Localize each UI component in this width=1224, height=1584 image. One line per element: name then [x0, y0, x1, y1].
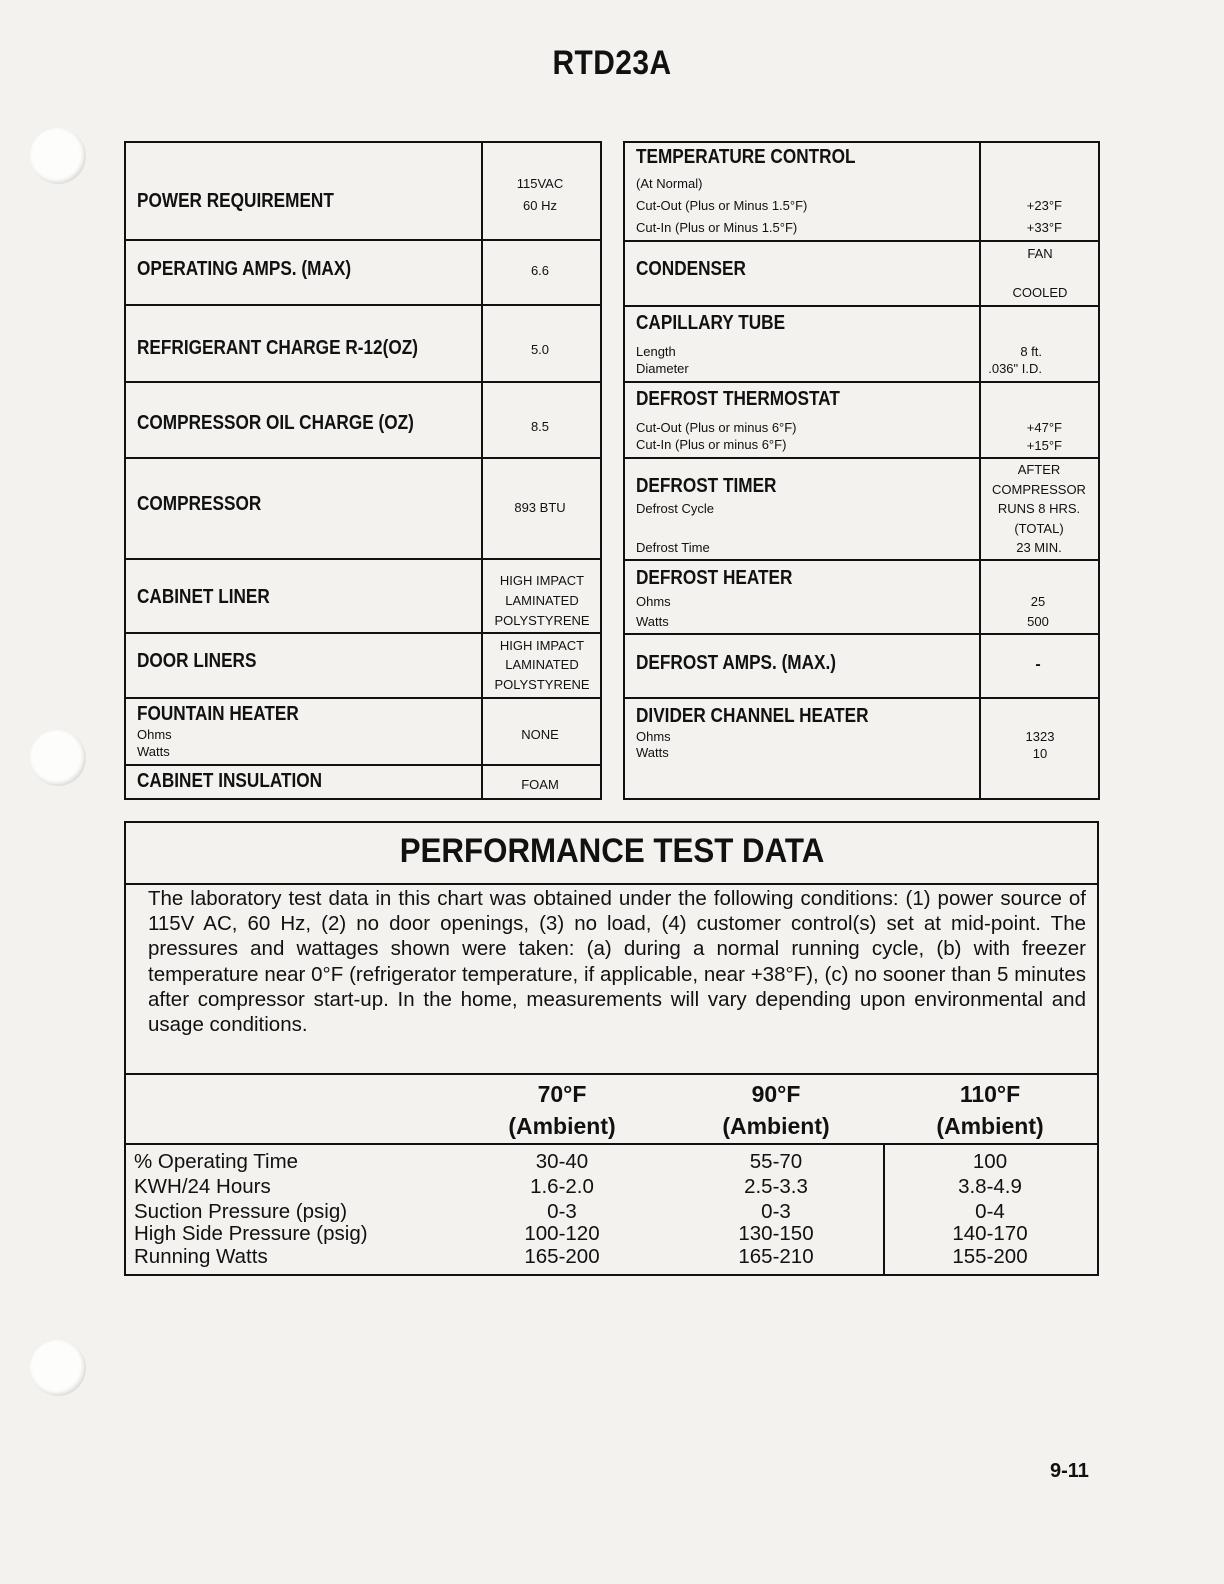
defrost-timer-value-line4: (TOTAL) [1014, 521, 1064, 536]
temperature-control-cutin-value: +33°F [1026, 220, 1062, 235]
power-requirement-label: POWER REQUIREMENT [137, 190, 334, 212]
compressor-oil-charge-value: 8.5 [530, 419, 550, 434]
binder-hole [30, 1340, 86, 1396]
fountain-heater-label: FOUNTAIN HEATER [137, 703, 299, 725]
compressor-value: 893 BTU [514, 500, 566, 515]
capillary-tube-diameter-value: .036" I.D. [988, 361, 1042, 376]
defrost-thermostat-cutin-value: +15°F [1026, 438, 1062, 453]
door-liners-label: DOOR LINERS [137, 650, 257, 672]
divider-channel-heater-ohms-label: Ohms [636, 729, 671, 744]
table-cell: 130-150 [738, 1222, 814, 1245]
capillary-tube-length-label: Length [636, 344, 676, 359]
cabinet-liner-value-line1: HIGH IMPACT [499, 573, 585, 588]
refrigerant-charge-label: REFRIGERANT CHARGE R-12(OZ) [137, 337, 418, 359]
row-label-kwh: KWH/24 Hours [134, 1175, 271, 1198]
temperature-control-cutin-label: Cut-In (Plus or Minus 1.5°F) [636, 220, 798, 235]
defrost-thermostat-cutin-label: Cut-In (Plus or minus 6°F) [636, 437, 787, 452]
operating-amps-value: 6.6 [530, 263, 550, 278]
table-cell: 1.6-2.0 [530, 1175, 594, 1198]
defrost-heater-watts-label: Watts [636, 614, 669, 629]
divider-channel-heater-ohms-value: 1323 [1025, 729, 1055, 744]
cabinet-liner-value-line3: POLYSTYRENE [494, 613, 590, 628]
defrost-timer-value-line5: 23 MIN. [1016, 540, 1062, 555]
defrost-timer-time-label: Defrost Time [636, 540, 710, 555]
table-cell: 100-120 [524, 1222, 600, 1245]
table-cell: 0-4 [975, 1200, 1005, 1223]
column-header-70f [492, 1078, 632, 1142]
table-cell: 2.5-3.3 [744, 1175, 808, 1198]
defrost-timer-label: DEFROST TIMER [636, 475, 777, 497]
column-header-90f-temp: 90°F [751, 1081, 801, 1107]
door-liners-value-line2: LAMINATED [505, 657, 579, 672]
column-header-110f [920, 1078, 1060, 1142]
table-cell: 100 [972, 1150, 1008, 1173]
defrost-amps-value: - [1035, 656, 1041, 673]
defrost-heater-ohms-value: 25 [1030, 594, 1046, 609]
column-header-90f [706, 1078, 846, 1142]
cabinet-liner-value-line2: LAMINATED [505, 593, 579, 608]
table-cell: 55-70 [749, 1150, 803, 1173]
defrost-thermostat-cutout-label: Cut-Out (Plus or minus 6°F) [636, 420, 797, 435]
compressor-label: COMPRESSOR [137, 493, 262, 515]
fountain-heater-value: NONE [521, 727, 559, 742]
door-liners-value-line1: HIGH IMPACT [499, 638, 585, 653]
page-title: RTD23A [552, 44, 672, 82]
refrigerant-charge-value: 5.0 [530, 342, 550, 357]
fountain-heater-ohms-label: Ohms [137, 727, 172, 742]
defrost-heater-watts-value: 500 [1027, 614, 1049, 629]
divider-channel-heater-watts-value: 10 [1032, 746, 1048, 761]
row-label-suction-pressure: Suction Pressure (psig) [134, 1200, 348, 1223]
fountain-heater-watts-label: Watts [137, 744, 170, 759]
column-header-90f-sub: (Ambient) [722, 1113, 830, 1139]
condenser-value-line1: FAN [1027, 246, 1053, 261]
cabinet-liner-label: CABINET LINER [137, 586, 270, 608]
column-header-70f-temp: 70°F [537, 1081, 587, 1107]
column-header-110f-sub: (Ambient) [936, 1113, 1044, 1139]
divider-channel-heater-watts-label: Watts [636, 745, 669, 760]
table-cell: 165-200 [524, 1245, 600, 1268]
defrost-amps-label: DEFROST AMPS. (MAX.) [636, 652, 837, 674]
defrost-heater-label: DEFROST HEATER [636, 567, 793, 589]
table-cell: 155-200 [952, 1245, 1028, 1268]
temperature-control-note: (At Normal) [636, 176, 703, 191]
binder-hole [30, 730, 86, 786]
divider-channel-heater-label: DIVIDER CHANNEL HEATER [636, 705, 869, 727]
row-label-operating-time: % Operating Time [134, 1150, 299, 1173]
capillary-tube-length-value: 8 ft. [1020, 344, 1042, 359]
door-liners-value-line3: POLYSTYRENE [494, 677, 590, 692]
row-label-running-watts: Running Watts [134, 1245, 268, 1268]
temperature-control-cutout-value: +23°F [1026, 198, 1062, 213]
binder-hole [30, 128, 86, 184]
condenser-value-line2: COOLED [1012, 285, 1068, 300]
defrost-timer-cycle-label: Defrost Cycle [636, 501, 715, 516]
row-label-high-side-pressure: High Side Pressure (psig) [134, 1222, 368, 1245]
temperature-control-cutout-label: Cut-Out (Plus or Minus 1.5°F) [636, 198, 808, 213]
column-header-70f-sub: (Ambient) [508, 1113, 616, 1139]
operating-amps-label: OPERATING AMPS. (MAX) [137, 258, 352, 280]
compressor-oil-charge-label: COMPRESSOR OIL CHARGE (OZ) [137, 412, 414, 434]
column-header-110f-temp: 110°F [959, 1081, 1021, 1107]
performance-title: PERFORMANCE TEST DATA [399, 832, 825, 870]
defrost-timer-value-line3: RUNS 8 HRS. [997, 501, 1081, 516]
table-cell: 30-40 [535, 1150, 589, 1173]
cabinet-insulation-label: CABINET INSULATION [137, 770, 323, 792]
condenser-label: CONDENSER [636, 258, 746, 280]
table-cell: 0-3 [547, 1200, 577, 1223]
table-cell: 0-3 [761, 1200, 791, 1223]
defrost-timer-value-line2: COMPRESSOR [992, 482, 1086, 497]
capillary-tube-label: CAPILLARY TUBE [636, 312, 786, 334]
table-cell: 140-170 [952, 1222, 1028, 1245]
defrost-thermostat-cutout-value: +47°F [1026, 420, 1062, 435]
defrost-thermostat-label: DEFROST THERMOSTAT [636, 388, 840, 410]
table-cell: 165-210 [738, 1245, 814, 1268]
defrost-heater-ohms-label: Ohms [636, 594, 671, 609]
cabinet-insulation-value: FOAM [521, 777, 559, 792]
power-requirement-voltage: 115VAC [516, 176, 564, 191]
table-cell: 3.8-4.9 [958, 1175, 1022, 1198]
defrost-timer-value-line1: AFTER [1017, 462, 1061, 477]
temperature-control-label: TEMPERATURE CONTROL [636, 146, 856, 168]
performance-conditions-paragraph: The laboratory test data in this chart was obtained under the following conditions: (1) power source of 115V AC, 60 Hz, (2) no door openings, (3) no load, (4) customer control(s) set at mid-point. The pressures and wattages shown were taken: (a) during a normal running cycle, (b) with freezer temperature near 0°F (refrigerator temperature, if applicable, near +38°F), (c) no sooner than 5 minutes after compressor start-up. In the home, measurements will vary depending upon environmental and usage conditions. [148, 887, 1086, 1037]
power-requirement-frequency: 60 Hz [523, 198, 557, 213]
page-number: 9-11 [1050, 1460, 1089, 1482]
capillary-tube-diameter-label: Diameter [636, 361, 689, 376]
